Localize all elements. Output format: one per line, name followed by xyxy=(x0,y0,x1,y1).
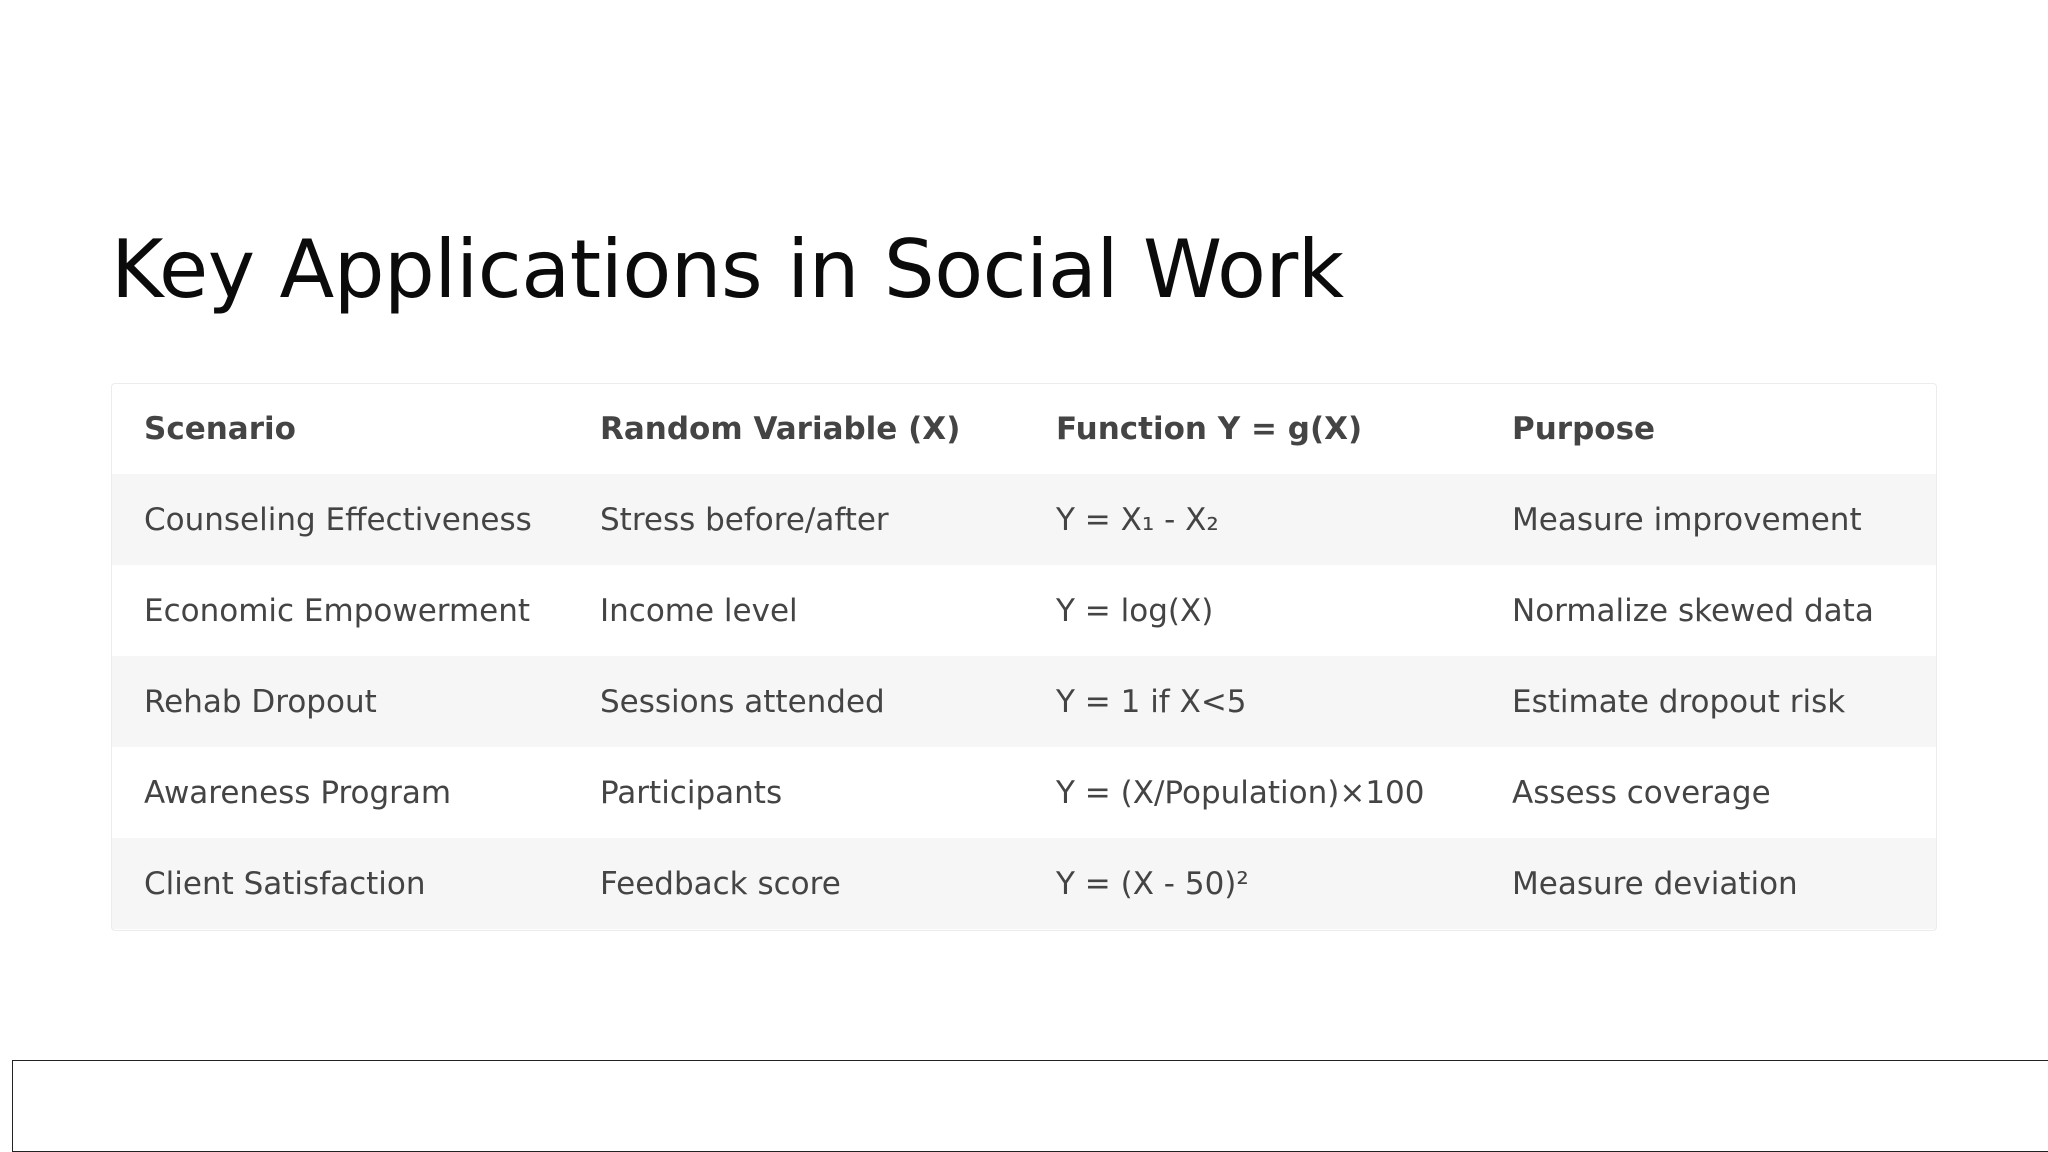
cell-function: Y = X₁ - X₂ xyxy=(1024,474,1480,565)
cell-purpose: Estimate dropout risk xyxy=(1480,656,1936,747)
cell-random-variable: Sessions attended xyxy=(568,656,1024,747)
cell-function: Y = (X/Population)×100 xyxy=(1024,747,1480,838)
cell-random-variable: Stress before/after xyxy=(568,474,1024,565)
cell-purpose: Measure improvement xyxy=(1480,474,1936,565)
footer-box xyxy=(12,1060,2048,1152)
table-row xyxy=(112,838,1936,929)
cell-purpose: Measure deviation xyxy=(1480,838,1936,929)
cell-scenario: Awareness Program xyxy=(112,747,568,838)
table-header-row xyxy=(112,384,1936,474)
cell-scenario: Economic Empowerment xyxy=(112,565,568,656)
table-row xyxy=(112,747,1936,838)
header-scenario: Scenario xyxy=(144,411,296,447)
cell-scenario: Counseling Effectiveness xyxy=(112,474,568,565)
cell-random-variable: Participants xyxy=(568,747,1024,838)
table-row xyxy=(112,656,1936,747)
table-row xyxy=(112,565,1936,656)
table-row xyxy=(112,474,1936,565)
slide-title: Key Applications in Social Work xyxy=(111,223,1344,316)
cell-function: Y = (X - 50)² xyxy=(1024,838,1480,929)
cell-scenario: Rehab Dropout xyxy=(112,656,568,747)
cell-random-variable: Feedback score xyxy=(568,838,1024,929)
header-purpose: Purpose xyxy=(1512,411,1656,447)
applications-table xyxy=(112,384,1936,929)
cell-purpose: Normalize skewed data xyxy=(1480,565,1936,656)
cell-function: Y = log(X) xyxy=(1024,565,1480,656)
cell-scenario: Client Satisfaction xyxy=(112,838,568,929)
cell-function: Y = 1 if X<5 xyxy=(1024,656,1480,747)
cell-purpose: Assess coverage xyxy=(1480,747,1936,838)
applications-table-card xyxy=(111,383,1937,931)
cell-random-variable: Income level xyxy=(568,565,1024,656)
header-function: Function Y = g(X) xyxy=(1056,411,1363,447)
header-random-variable: Random Variable (X) xyxy=(600,411,961,447)
